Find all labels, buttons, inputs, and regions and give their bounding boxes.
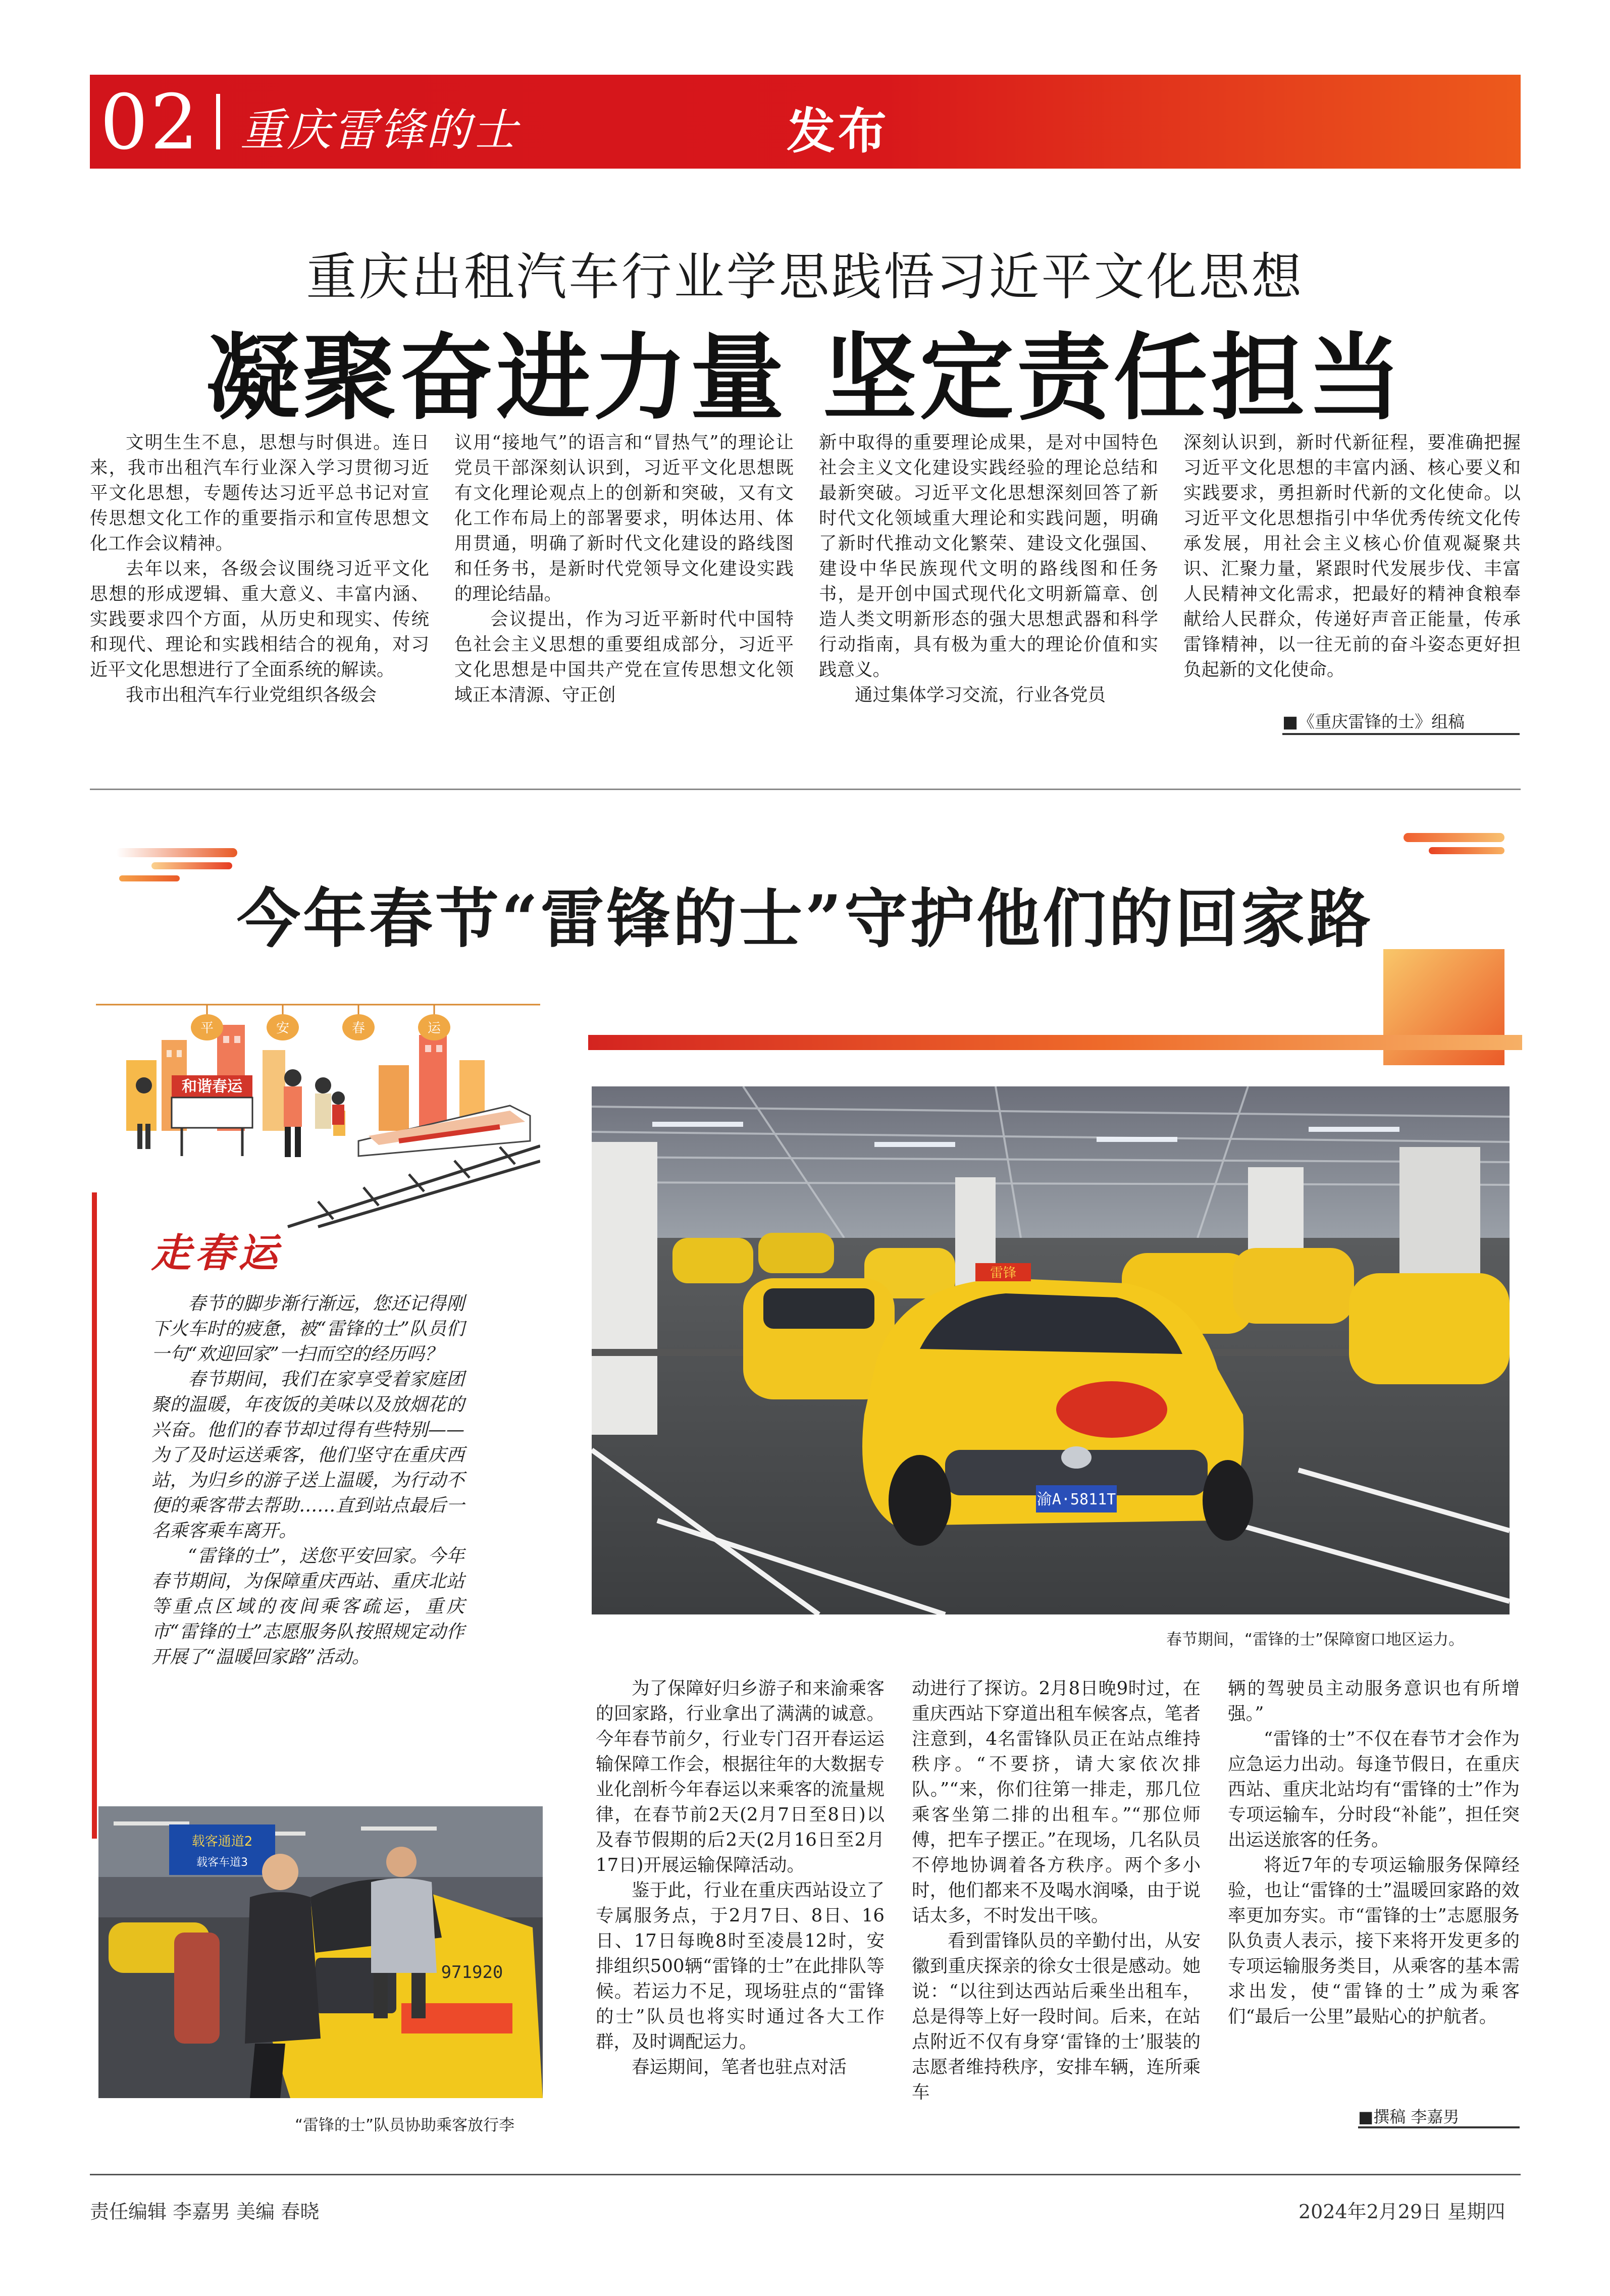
decorative-swoosh xyxy=(1404,833,1504,842)
page-number: 02 xyxy=(100,79,200,167)
license-plate: 渝A·5811T xyxy=(1036,1491,1116,1508)
article2-column-3 xyxy=(1228,1676,1520,2029)
car-number: 971920 xyxy=(441,1962,503,1982)
masthead-logo: 重庆雷锋的士 xyxy=(240,104,520,156)
sidebar-title: 走春运 xyxy=(151,1230,282,1276)
paragraph: 深刻认识到，新时代新征程，要准确把握习近平文化思想的丰富内涵、核心要义和实践要求，勇担新时代新的文化使命。以习近平文化思想指引中华优秀传统文化传承发展，用社会主义核心价值观凝聚共识、汇聚力量，紧跟时代发展步伐、丰富人民精神文化需求，把最好的精神食粮奉献给人民群众，传递好声音正能量，传承雷锋精神，以一往无前的奋斗姿态更好担负起新的文化使命。 xyxy=(1183,432,1521,680)
paragraph: 看到雷锋队员的辛勤付出，从安徽到重庆探亲的徐女士很是感动。她说：“以往到达西站后乘坐出租车，总是得等上好一段时间。后来，在站点附近不仅有身穿‘雷锋的士’服装的志愿者维持秩序，安排车辆，连所乘车 xyxy=(912,1930,1201,2103)
photo-sign: 载客车道3 xyxy=(196,1856,248,1869)
section-title: 发布 xyxy=(787,103,890,160)
footer-date: 2024年2月29日 星期四 xyxy=(1299,2201,1505,2223)
decorative-swoosh xyxy=(1429,847,1504,854)
sidebar-text xyxy=(151,1291,464,1670)
article1-column-4 xyxy=(1183,430,1521,683)
paragraph: 春节期间，我们在家享受着家庭团聚的温暖，年夜饭的美味以及放烟花的兴奋。他们的春节却过得有些特别——为了及时运送乘客，他们坚守在重庆西站，为归乡的游子送上温暖，为行动不便的乘客带去帮助……直到站点最后一名乘客乘车离开。 xyxy=(151,1369,464,1541)
paragraph: 议用“接地气”的语言和“冒热气”的理论让党员干部深刻认识到，习近平文化思想既有文化理论观点上的创新和突破，又有文化工作布局上的部署要求，明体达用、体用贯通，明确了新时代文化建设的路线图和任务书，是新时代党领导文化建设实践的理论结晶。 xyxy=(454,432,794,604)
luggage-help-photo xyxy=(98,1806,543,2098)
lantern-label: 安 xyxy=(276,1021,290,1036)
lantern-label: 春 xyxy=(351,1021,366,1036)
paragraph: 辆的驾驶员主动服务意识也有所增强。” xyxy=(1228,1678,1520,1724)
paragraph: 新中取得的重要理论成果，是对中国特色社会主义文化建设实践经验的理论总结和最新突破。习近平文化思想深刻回答了新时代文化领域重大理论和实践问题，明确了新时代推动文化繁荣、建设文化强国、建设中华民族现代文明的路线图和任务书，是开创中国式现代化文明新篇章、创造人类文明新形态的强大思想武器和科学行动指南，具有极为重大的理论价值和实践意义。 xyxy=(819,432,1158,680)
article1-column-2 xyxy=(454,430,794,708)
article2-column-1 xyxy=(596,1676,885,2080)
paragraph: 为了保障好归乡游子和来渝乘客的回家路，行业拿出了满满的诚意。今年春节前夕，行业专门召开春运运输保障工作会，根据往年的大数据专业化剖析今年春运以来乘客的流量规律，在春节前2天(2月7日至8日)以及春节假期的后2天(2月16日至2月17日)开展运输保障活动。 xyxy=(596,1678,885,1875)
paragraph: “雷锋的士”，送您平安回家。今年春节期间，为保障重庆西站、重庆北站等重点区域的夜间乘客疏运，重庆市“雷锋的士”志愿服务队按照规定动作开展了“温暖回家路”活动。 xyxy=(151,1546,464,1667)
article1-column-1 xyxy=(90,430,429,708)
article1-headline: 凝聚奋进力量 坚定责任担当 xyxy=(205,322,1405,433)
taxi-queue-photo xyxy=(592,1086,1510,1614)
paragraph: 文明生生不息，思想与时俱进。连日来，我市出租汽车行业深入学习贯彻习近平文化思想，专题传达习近平总书记对宣传思想文化工作的重要指示和宣传思想文化工作会议精神。 xyxy=(90,432,429,554)
paragraph: 春运期间，笔者也驻点对活 xyxy=(632,2057,847,2077)
paragraph: 会议提出，作为习近平新时代中国特色社会主义思想的重要组成部分，习近平文化思想是中国共产党在宣传思想文化领域正本清源、守正创 xyxy=(454,609,794,705)
header-divider xyxy=(216,94,220,149)
paragraph: “雷锋的士”不仅在春节才会作为应急运力出动。每逢节假日，在重庆西站、重庆北站均有“雷锋的士”作为专项运输车，分时段“补能”，担任突出运送旅客的任务。 xyxy=(1228,1729,1520,1850)
header-band xyxy=(90,75,1521,169)
article1-byline: ■《重庆雷锋的士》组稿 xyxy=(1282,712,1465,732)
illustration-sign: 和谐春运 xyxy=(182,1078,242,1095)
photo-sign: 载客通道2 xyxy=(191,1834,253,1849)
lantern-label: 运 xyxy=(427,1021,441,1036)
article1-column-3 xyxy=(819,430,1158,708)
decorative-gradient-bar xyxy=(588,1035,1522,1050)
article2-byline: ■撰稿 李嘉男 xyxy=(1358,2107,1460,2126)
photo-caption: 春节期间，“雷锋的士”保障窗口地区运力。 xyxy=(1166,1631,1465,1649)
spring-festival-travel-illustration xyxy=(96,989,540,1232)
paragraph: 去年以来，各级会议围绕习近平文化思想的形成逻辑、重大意义、丰富内涵、实践要求四个方面，从历史和现实、传统和现代、理论和实践相结合的视角，对习近平文化思想进行了全面系统的解读。 xyxy=(90,558,429,680)
byline-rule xyxy=(1358,2126,1520,2128)
sidebar-accent-line xyxy=(92,1192,97,1839)
decorative-swoosh xyxy=(116,848,237,857)
article1-subtitle: 重庆出租汽车行业学思践悟习近平文化思想 xyxy=(306,247,1304,306)
footer-editors: 责任编辑 李嘉男 美编 春晓 xyxy=(90,2201,320,2223)
roof-sign: 雷锋 xyxy=(990,1266,1017,1281)
photo-caption: “雷锋的士”队员协助乘客放行李 xyxy=(295,2116,515,2134)
byline-rule xyxy=(1282,733,1520,735)
paragraph: 春节的脚步渐行渐远，您还记得刚下火车时的疲惫，被“雷锋的士”队员们一句“欢迎回家”一扫而空的经历吗？ xyxy=(151,1293,464,1365)
paragraph: 我市出租汽车行业党组织各级会 xyxy=(126,685,377,705)
paragraph: 通过集体学习交流，行业各党员 xyxy=(855,685,1106,705)
section-separator xyxy=(90,789,1521,790)
footer-rule xyxy=(90,2174,1521,2175)
article2-title: 今年春节“雷锋的士”守护他们的回家路 xyxy=(237,881,1373,956)
paragraph: 将近7年的专项运输服务保障经验，也让“雷锋的士”温暖回家路的效率更加夯实。市“雷锋的士”志愿服务队负责人表示，接下来将开发更多的专项运输服务类目，从乘客的基本需求出发，使“雷锋的士”成为乘客们“最后一公里”最贴心的护航者。 xyxy=(1228,1855,1520,2027)
article2-column-2 xyxy=(912,1676,1201,2105)
paragraph: 动进行了探访。2月8日晚9时过，在重庆西站下穿道出租车候客点，笔者注意到，4名雷锋队员正在站点维持秩序。“不要挤，请大家依次排队。”“来，你们往第一排走，那几位乘客坐第二排的出租车。”“那位师傅，把车子摆正。”在现场，几名队员不停地协调着各方秩序。两个多小时，他们都来不及喝水润嗓，由于说话太多，不时发出干咳。 xyxy=(912,1678,1201,1926)
lantern-label: 平 xyxy=(200,1021,214,1036)
paragraph: 鉴于此，行业在重庆西站设立了专属服务点，于2月7日、8日、16日、17日每晚8时至凌晨12时，安排组织500辆“雷锋的士”在此排队等候。若运力不足，现场驻点的“雷锋的士”队员也将实时通过各大工作群，及时调配运力。 xyxy=(596,1880,885,2052)
